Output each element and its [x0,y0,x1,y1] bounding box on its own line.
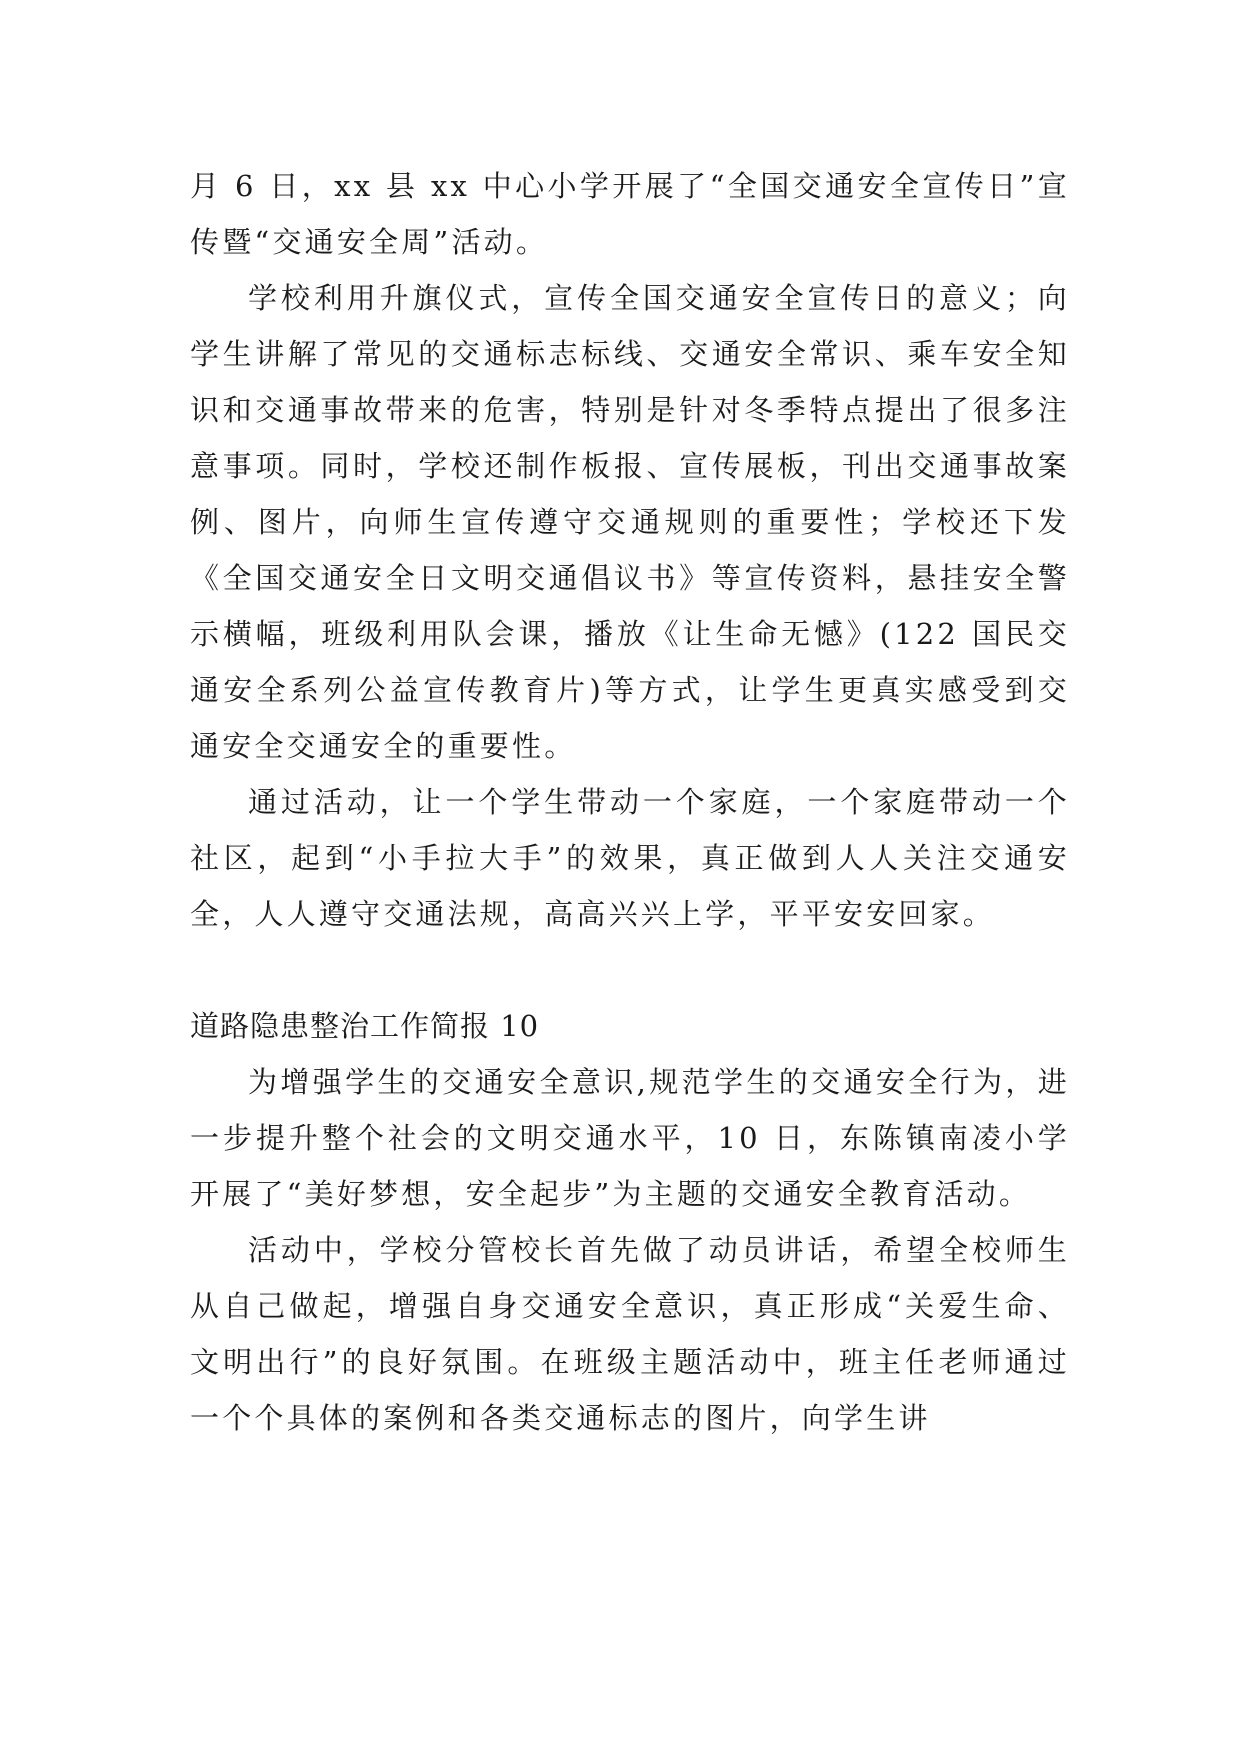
paragraph-activity-outcome: 通过活动，让一个学生带动一个家庭，一个家庭带动一个社区，起到“小手拉大手”的效果，真正做到人人关注交通安全，人人遵守交通法规，高高兴兴上学，平平安安回家。 [190,785,1070,931]
paragraph-school-activities: 学校利用升旗仪式，宣传全国交通安全宣传日的意义；向学生讲解了常见的交通标志标线、交通安全常识、乘车安全知识和交通事故带来的危害，特别是针对冬季特点提出了很多注意事项。同时，学校还制作板报、宣传展板，刊出交通事故案例、图片，向师生宣传遵守交通规则的重要性；学校还下发《全国交通安全日文明交通倡议书》等宣传资料，悬挂安全警示横幅，班级利用队会课，播放《让生命无憾》(122 国民交通安全系列公益宣传教育片)等方式，让学生更真实感受到交通安全交通安全的重要性。 [190,281,1070,763]
paragraph-intro-continuation: 月 6 日，xx 县 xx 中心小学开展了“全国交通安全宣传日”宣传暨“交通安全周”活动。 [190,169,1070,259]
document-body [190,158,1070,1446]
paragraph-event-details: 活动中，学校分管校长首先做了动员讲话，希望全校师生从自己做起，增强自身交通安全意识，真正形成“关爱生命、文明出行”的良好氛围。在班级主题活动中，班主任老师通过一个个具体的案例和各类交通标志的图片，向学生讲 [190,1233,1070,1435]
paragraph-event-summary: 为增强学生的交通安全意识,规范学生的交通安全行为，进一步提升整个社会的文明交通水平，10 日，东陈镇南凌小学开展了“美好梦想，安全起步”为主题的交通安全教育活动。 [190,1065,1070,1211]
section-heading: 道路隐患整治工作简报 10 [190,1009,540,1043]
